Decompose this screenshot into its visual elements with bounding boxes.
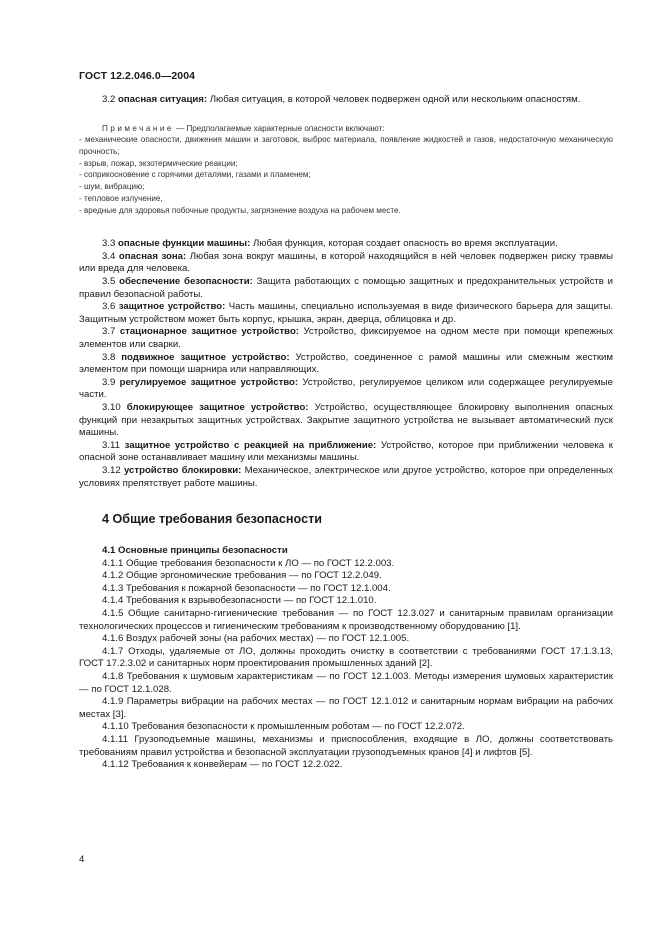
- document-header: ГОСТ 12.2.046.0—2004: [79, 70, 196, 82]
- requirement-item: 4.1.9 Параметры вибрации на рабочих местах — по ГОСТ 12.1.012 и санитарным нормам вибрации на рабочих местах [3].: [79, 696, 613, 720]
- definition-text: Часть машины, специально используемая в виде физического барьера для защиты. Защитным устройством может быть корпус, крышка, экран, дверца, облицовка и др.: [79, 301, 614, 325]
- note-block: [79, 123, 613, 217]
- page-content: [79, 94, 613, 772]
- requirement-item: 4.1.10 Требования безопасности к промышленным роботам — по ГОСТ 12.2.072.: [102, 721, 465, 733]
- term: стационарное защитное устройство:: [119, 326, 300, 338]
- clause-number: 3.4: [102, 250, 116, 262]
- note-item: - тепловое излучение,: [79, 193, 163, 203]
- note-item: - вредные для здоровья побочные продукты, загрязнение воздуха на рабочем месте.: [79, 205, 401, 215]
- definition-text: Устройство, осуществляющее блокировку выполнения опасных функций при незакрытых защитных устройствах. Закрытие защитного устройства не вызывает автоматический пуск машины.: [79, 401, 614, 439]
- definition-item: [79, 377, 613, 402]
- note-item: - соприкосновение с горячими деталями, газами и пламенем;: [79, 170, 311, 180]
- clause-number: 3.9: [102, 376, 116, 388]
- requirement-item: 4.1.3 Требования к пожарной безопасности — по ГОСТ 12.1.004.: [102, 582, 391, 594]
- definition-text: Устройство, фиксируемое на одном месте при помощи крепежных элементов или сварки.: [79, 326, 614, 350]
- term: защитное устройство:: [118, 301, 226, 313]
- definition-text: Устройство, которое при приближении человека к опасной зоне останавливает машину или механизмы машины.: [79, 439, 613, 464]
- term: опасные функции машины:: [118, 238, 251, 250]
- clause-number: 3.2: [102, 94, 116, 105]
- term: опасная зона:: [118, 250, 187, 262]
- requirement-item: 4.1.5 Общие санитарно-гигиенические требования — по ГОСТ 12.3.027 и санитарным правилам организации технологических процессов и гигиеническим требованиям к производственному оборудованию [1].: [79, 608, 613, 632]
- note-lead: [79, 123, 613, 135]
- note-item: - взрыв, пожар, экзотермические реакции;: [79, 158, 238, 168]
- note-lead-text: — Предполагаемые характерные опасности включают:: [176, 123, 385, 133]
- requirements-list: [79, 558, 613, 772]
- definition-item: [79, 301, 613, 326]
- definition-item: [79, 326, 613, 351]
- definition-item: [79, 276, 613, 301]
- term: подвижное защитное устройство:: [121, 351, 290, 363]
- note-item: - механические опасности, движения машин и заготовок, выброс материала, появление жидкостей и газов, недостаточную механическую прочность;: [79, 135, 613, 156]
- definition-text: Механическое, электрическое или другое устройство, которое при определенных условиях препятствует работе машины.: [79, 464, 613, 489]
- term: блокирующее защитное устройство:: [126, 401, 309, 413]
- definition-item: [79, 251, 613, 276]
- definition-text: Любая функция, которая создает опасность во время эксплуатации.: [252, 238, 558, 250]
- page-number: 4: [79, 854, 85, 865]
- clause-number: 3.12: [102, 464, 121, 476]
- requirement-item: 4.1.7 Отходы, удаляемые от ЛО, должны проходить очистку в соответствии с требованиями ГОСТ 17.1.3.13, ГОСТ 17.2.3.02 и санитарных норм проектирования промышленных зданий [2].: [79, 645, 613, 670]
- definition-item: [79, 440, 613, 465]
- requirement-item: 4.1.11 Грузоподъемные машины, механизмы и приспособления, входящие в ЛО, должны соответствовать требованиям правил устройства и безопасной эксплуатации грузоподъемных кранов [4] и лифтов [5].: [79, 734, 613, 758]
- definition-item: [79, 465, 613, 490]
- definition-text: Любая ситуация, в которой человек подвержен одной или нескольким опасностям.: [209, 94, 581, 105]
- section-title: 4 Общие требования безопасности: [102, 512, 322, 527]
- definition-item: [79, 402, 613, 440]
- requirement-item: 4.1.6 Воздух рабочей зоны (на рабочих местах) — по ГОСТ 12.1.005.: [102, 633, 410, 645]
- note-item: - шум, вибрацию;: [79, 182, 145, 192]
- definition-item: [79, 238, 613, 251]
- requirement-item: 4.1.1 Общие требования безопасности к ЛО — по ГОСТ 12.2.003.: [102, 557, 395, 569]
- clause-number: 3.10: [102, 401, 121, 413]
- clause-number: 3.11: [102, 439, 120, 451]
- term: опасная ситуация:: [118, 94, 208, 105]
- clause-number: 3.5: [102, 276, 116, 287]
- definition-text: Защита работающих с помощью защитных и предохранительных устройств и правил безопасной работы.: [79, 276, 613, 300]
- clause-number: 3.8: [102, 351, 116, 363]
- note-label: Примечание: [102, 123, 174, 133]
- term: защитное устройство с реакцией на приближение:: [124, 439, 377, 451]
- definition-item: [79, 352, 613, 377]
- note-items: [79, 134, 613, 216]
- definition-text: Устройство, соединенное с рамой машины или смежным жестким элементом при помощи шарнира или направляющих.: [79, 351, 613, 376]
- requirement-item: 4.1.2 Общие эргономические требования — по ГОСТ 12.2.049.: [102, 570, 382, 582]
- requirement-item: 4.1.4 Требования к взрывобезопасности — по ГОСТ 12.1.010.: [102, 595, 377, 607]
- clause-number: 3.3: [102, 238, 116, 250]
- term: регулируемое защитное устройство:: [119, 376, 299, 388]
- term: устройство блокировки:: [123, 464, 242, 476]
- requirement-item: 4.1.12 Требования к конвейерам — по ГОСТ 12.2.022.: [102, 759, 343, 771]
- definition-3-2: [79, 94, 613, 107]
- definitions-list: [79, 238, 613, 490]
- definition-text: Устройство, регулируемое целиком или содержащее регулируемые части.: [79, 376, 613, 401]
- requirement-item: 4.1.8 Требования к шумовым характеристикам — по ГОСТ 12.1.003. Методы измерения шумовых характеристик — по ГОСТ 12.1.028.: [79, 671, 613, 695]
- subsection-title: 4.1 Основные принципы безопасности: [102, 545, 288, 557]
- term: обеспечение безопасности:: [119, 276, 253, 287]
- clause-number: 3.7: [102, 326, 116, 338]
- clause-number: 3.6: [102, 301, 116, 313]
- definition-text: Любая зона вокруг машины, в которой находящийся в ней человек подвержен риску травмы или вреда для человека.: [79, 250, 613, 275]
